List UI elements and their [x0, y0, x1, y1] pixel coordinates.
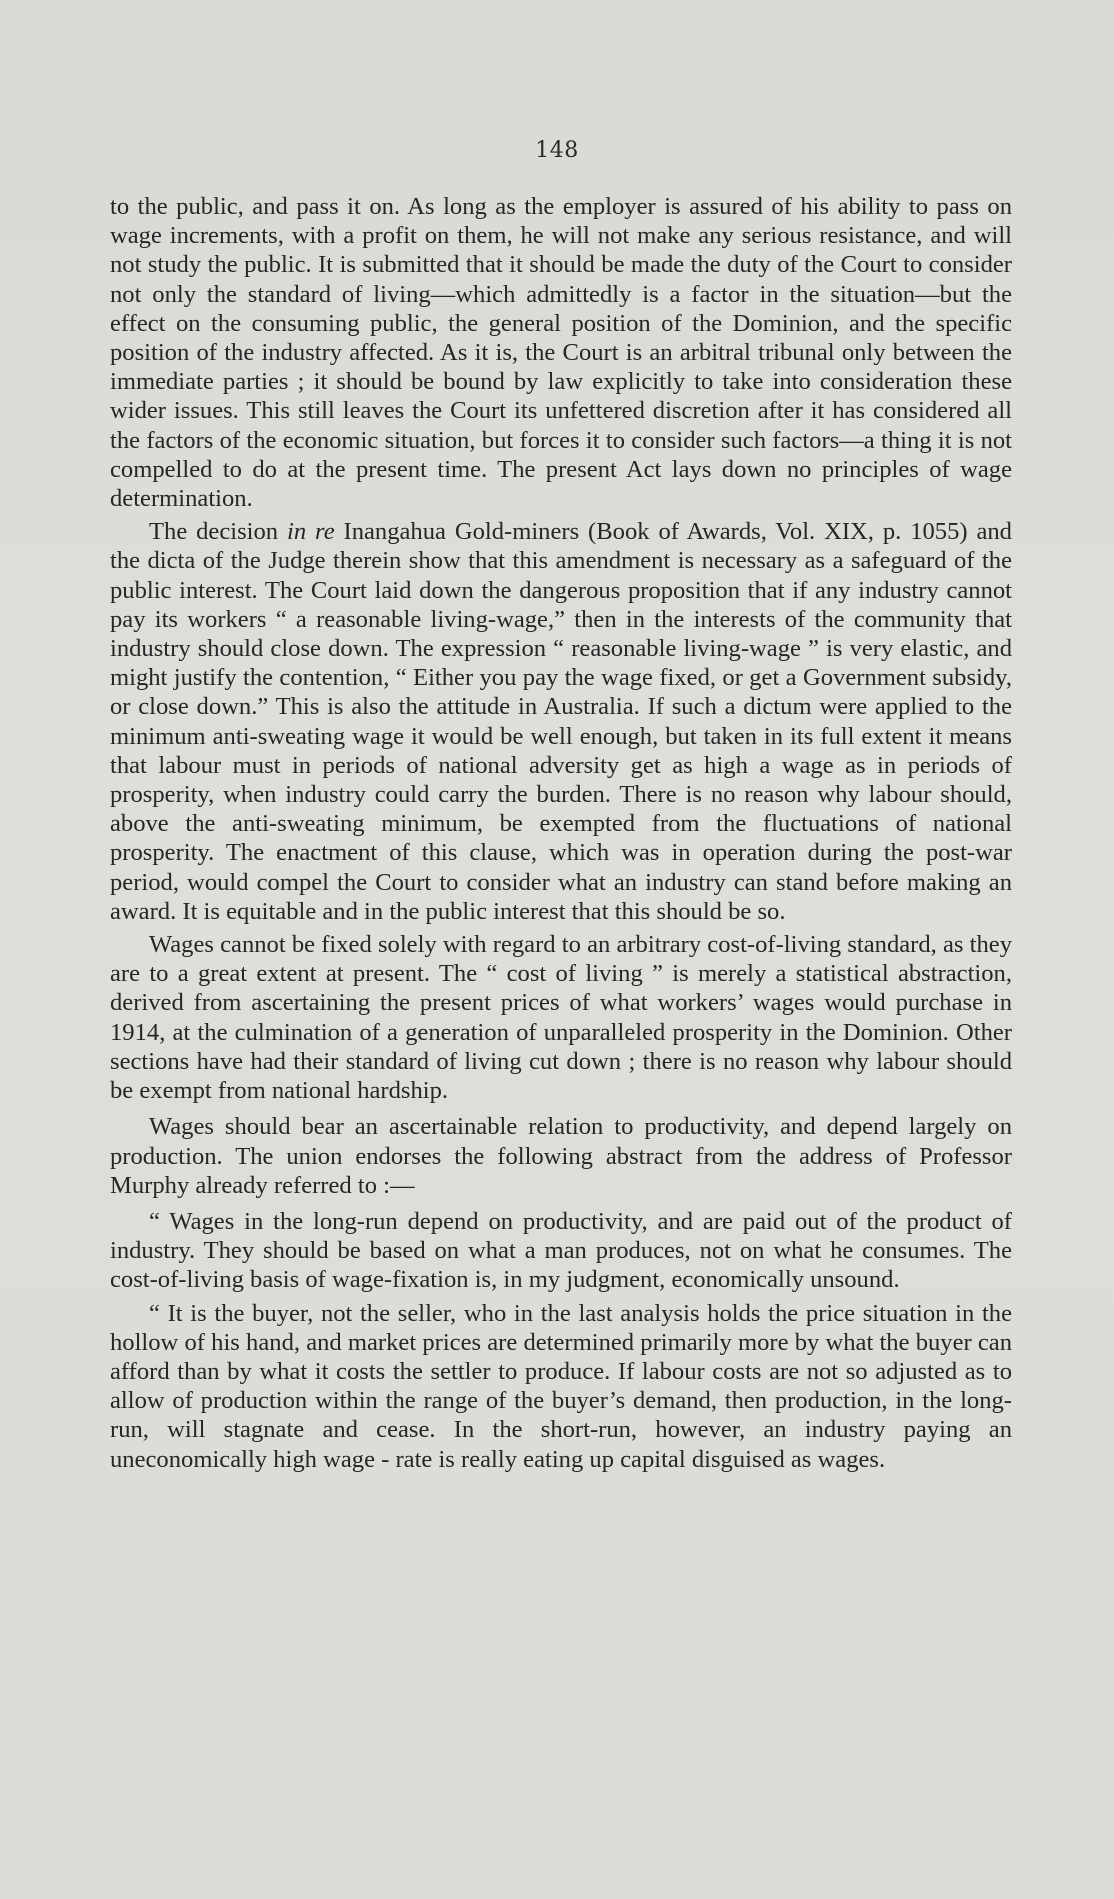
page-number: 148 [535, 138, 579, 163]
paragraph-productivity: Wages should bear an ascertainable relation to productivity, and depend largely on production. The union endorses the following abstract from the address of Professor Murphy already referred to :— [110, 1113, 1012, 1199]
paragraph-cost-of-living: Wages cannot be fixed solely with regard to an arbitrary cost-of-living standard, as they are to a great extent at present. The “ cost of living ” is merely a statistical abstraction, derived from ascertaining the present prices of what workers’ wages would purchase in 1914, at the culmination of a generation of unparalleled prosperity in the Dominion. Other sections have had their standard of living cut down ; there is no reason why labour should be exempt from national hardship. [110, 931, 1012, 1105]
paragraph-public-pass-on: to the public, and pass it on. As long as the employer is assured of his ability to pass on wage increments, with a profit on them, he will not make any serious resistance, and will not study the public. It is submitted that it should be made the duty of the Court to consider not only the standard of living—which admittedly is a factor in the situation—but the effect on the consuming public, the general position of the Dominion, and the specific position of the industry affected. As it is, the Court is an arbitral tribunal only between the immediate parties ; it should be bound by law explicitly to take into consideration these wider issues. This still leaves the Court its unfettered discretion after it has considered all the factors of the economic situation, but forces it to consider such factors—a thing it is not compelled to do at the present time. The present Act lays down no principles of wage determination. [110, 193, 1012, 513]
quote-buyer-seller: “ It is the buyer, not the seller, who in the last analysis holds the price situation in the hollow of his hand, and market prices are determined primarily more by what the buyer can afford than by what it costs the settler to produce. If labour costs are not so adjusted as to allow of production within the range of the buyer’s demand, then production, in the long-run, will stagnate and cease. In the short-run, however, an industry paying an uneconomically high wage - rate is really eating up capital disguised as wages. [110, 1299, 1012, 1473]
italic-in-re: in re [287, 518, 335, 546]
paragraph-lead-text: The decision [149, 518, 287, 546]
paragraph-inangahua-decision [110, 517, 1012, 926]
quote-wages-long-run: “ Wages in the long-run depend on productivity, and are paid out of the product of industry. They should be based on what a man produces, not on what he consumes. The cost-of-living basis of wage-fixation is, in my judgment, economically unsound. [110, 1207, 1012, 1294]
document-body [110, 192, 1012, 1474]
paragraph-body-text: Inangahua Gold-miners (Book of Awards, Vol. XIX, p. 1055) and the dicta of the Judge therein show that this amendment is necessary as a safeguard of the public interest. The Court laid down the dangerous proposition that if any industry cannot pay its workers “ a reasonable living-wage,” then in the interests of the community that industry should close down. The expression “ reasonable living-wage ” is very elastic, and might justify the contention, “ Either you pay the wage fixed, or get a Government subsidy, or close down.” This is also the attitude in Australia. If such a dictum were applied to the minimum anti-sweating wage it would be well enough, but taken in its full extent it means that labour must in periods of national adversity get as high a wage as in periods of prosperity, when industry could carry the burden. There is no reason why labour should, above the anti-sweating minimum, be exempted from the fluctuations of national prosperity. The enactment of this clause, which was in operation during the post-war period, would compel the Court to consider what an industry can stand before making an award. It is equitable and in the public interest that this should be so. [110, 518, 1012, 925]
